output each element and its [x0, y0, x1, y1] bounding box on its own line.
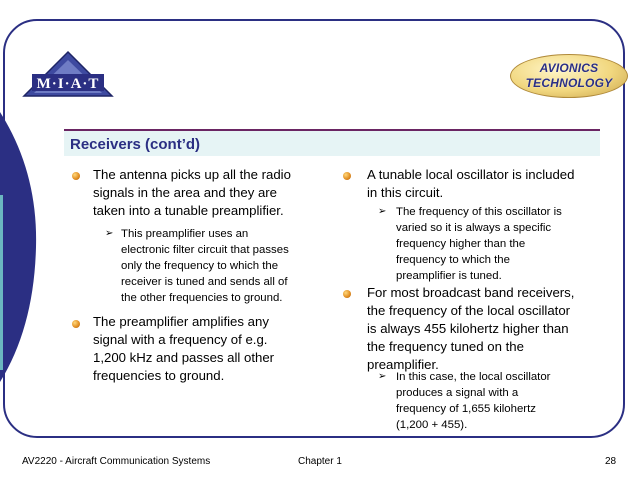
- right-bullet-1: A tunable local oscillator is included in this circuit.: [367, 167, 575, 200]
- sub-arrow-icon: ➢: [105, 228, 114, 239]
- badge-line-1: AVIONICS: [539, 61, 599, 75]
- right-sub-bullet-1: The frequency of this oscillator is varied so it is always a specific frequency higher than the frequency to which the preamplifier is tuned.: [396, 206, 562, 282]
- side-accent-strip: [0, 195, 3, 370]
- footer-chapter: Chapter 1: [298, 456, 342, 467]
- right-sub-bullet-2: In this case, the local oscillator produces a signal with a frequency of 1,655 kilohertz (1,200 + 455).: [396, 371, 551, 431]
- left-bullet-2: The preamplifier amplifies any signal with a frequency of e.g. 1,200 kHz and passes all other frequencies to ground.: [93, 314, 275, 383]
- miat-logo: [22, 50, 114, 100]
- avionics-technology-badge: [510, 54, 628, 98]
- left-sub-bullet-1: This preamplifier uses an electronic filter circuit that passes only the frequency to which the receiver is tuned and sends all of the other frequencies to ground.: [121, 228, 289, 304]
- bullet-icon: [343, 172, 351, 180]
- left-bullet-1: The antenna picks up all the radio signals in the area and they are taken into a tunable preamplifier.: [93, 167, 291, 218]
- side-decoration: [0, 112, 40, 382]
- title-bar: [64, 129, 600, 156]
- right-bullet-2: For most broadcast band receivers, the frequency of the local oscillator is always 455 kilohertz higher than the frequency tuned on the preamplifier.: [367, 285, 575, 372]
- badge-line-2: TECHNOLOGY: [525, 76, 613, 90]
- footer-course: AV2220 - Aircraft Communication Systems: [22, 456, 211, 467]
- footer-page-number: 28: [605, 456, 617, 467]
- bullet-icon: [72, 320, 80, 328]
- sub-arrow-icon: ➢: [378, 371, 387, 382]
- bullet-icon: [343, 290, 351, 298]
- sub-arrow-icon: ➢: [378, 206, 387, 217]
- page-title: Receivers (cont’d): [70, 136, 201, 153]
- bullet-icon: [72, 172, 80, 180]
- svg-text:M·I·A·T: M·I·A·T: [36, 76, 100, 92]
